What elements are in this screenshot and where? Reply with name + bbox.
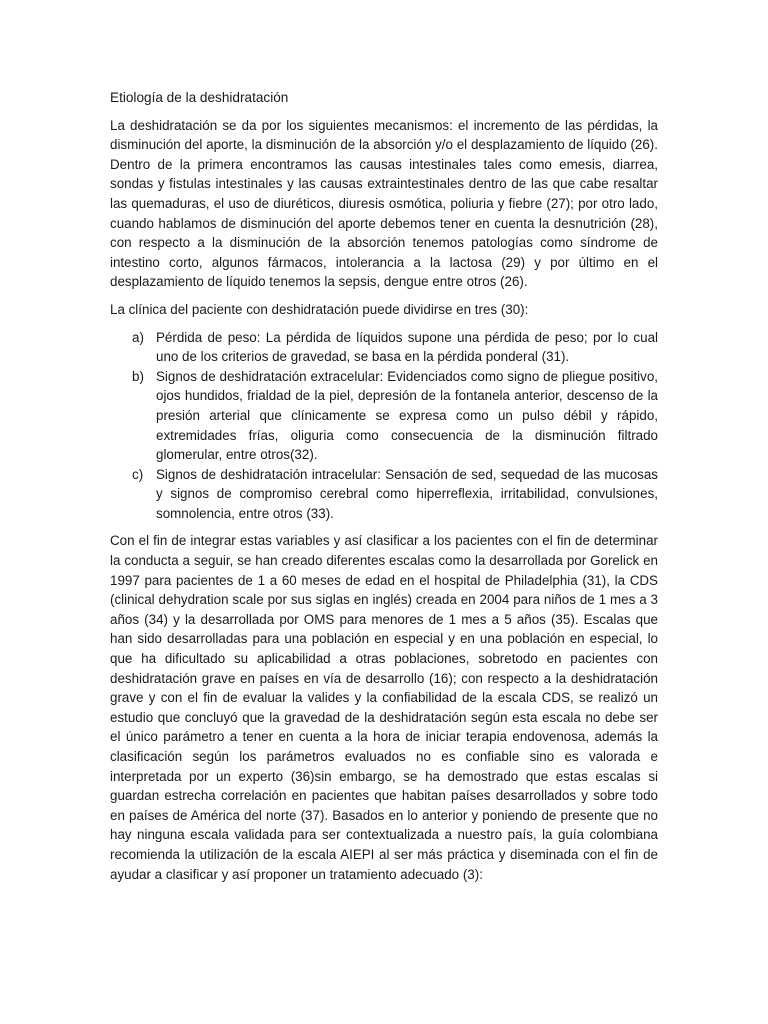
list-marker: b) [132, 368, 144, 384]
list-item-text: Pérdida de peso: La pérdida de líquidos supone una pérdida de peso; por lo cual uno de los criterios de gravedad, se basa en la pérdida ponderal (31). [156, 329, 658, 365]
document-page [110, 88, 658, 892]
list-item [110, 328, 658, 367]
list-item [110, 367, 658, 465]
section-heading: Etiología de la deshidratación [110, 90, 289, 105]
paragraph-clinical-intro: La clínica del paciente con deshidratación puede dividirse en tres (30): [110, 301, 529, 317]
paragraph-scales: Con el fin de integrar estas variables y así clasificar a los pacientes con el fin de determinar la conducta a seguir, se han creado diferentes escalas como la desarrollada por Gorelick en 1997 para pacientes de 1 a 60 meses de edad en el hospital de Philadelphia (31), la CDS (clinical dehydration scale por sus siglas en inglés) creada en 2004 para niños de 1 mes a 3 años (34) y la desarrollada por OMS para menores de 1 mes a 5 años (35). Escalas que han sido desarrolladas para una población en especial y en una población en especial, lo que ha dificultado su aplicabilidad a otras poblaciones, sobretodo en pacientes con deshidratación grave en países en vía de desarrollo (16); con respecto a la deshidratación grave y con el fin de evaluar la valides y la confiabilidad de la escala CDS, se realizó un estudio que concluyó que la gravedad de la deshidratación según esta escala no debe ser el único parámetro a tener en cuenta a la hora de iniciar terapia endovenosa, además la clasificación según los parámetros evaluados no es confiable sino es valorada e interpretada por un experto (36)sin embargo, se ha demostrado que estas escalas si guardan estrecha correlación en pacientes que habitan países desarrollados y sobre todo en países de América del norte (37). Basados en lo anterior y poniendo de presente que no hay ninguna escala validada para ser contextualizada a nuestro país, la guía colombiana recomienda la utilización de la escala AIEPI al ser más práctica y diseminada con el fin de ayudar a clasificar y así proponer un tratamiento adecuado (3): [110, 533, 658, 882]
list-marker: a) [132, 329, 144, 345]
list-item [110, 465, 658, 524]
list-marker: c) [132, 466, 144, 482]
paragraph-etiology: La deshidratación se da por los siguientes mecanismos: el incremento de las pérdidas, la disminución del aporte, la disminución de la absorción y/o el desplazamiento de líquido (26). Dentro de la primera encontramos las causas intestinales tales como emesis, diarrea, sondas y fistulas intestinales y las causas extraintestinales dentro de las que cabe resaltar las quemaduras, el uso de diuréticos, diuresis osmótica, poliuria y fiebre (27); por otro lado, cuando hablamos de disminución del aporte debemos tener en cuenta la desnutrición (28), con respecto a la disminución de la absorción tenemos patologías como síndrome de intestino corto, algunos fármacos, intolerancia a la lactosa (29) y por último en el desplazamiento de líquido tenemos la sepsis, dengue entre otros (26). [110, 117, 658, 290]
list-item-text: Signos de deshidratación intracelular: Sensación de sed, sequedad de las mucosas y signos de compromiso cerebral como hiperreflexia, irritabilidad, convulsiones, somnolencia, entre otros (33). [156, 466, 658, 521]
list-item-text: Signos de deshidratación extracelular: Evidenciados como signo de pliegue positivo, ojos hundidos, frialdad de la piel, depresión de la fontanela anterior, descenso de la presión arterial que clínicamente se expresa como un pulso débil y rápido, extremidades frías, oliguria como consecuencia de la disminución filtrado glomerular, entre otros(32). [156, 368, 658, 463]
clinical-signs-list [110, 328, 658, 524]
